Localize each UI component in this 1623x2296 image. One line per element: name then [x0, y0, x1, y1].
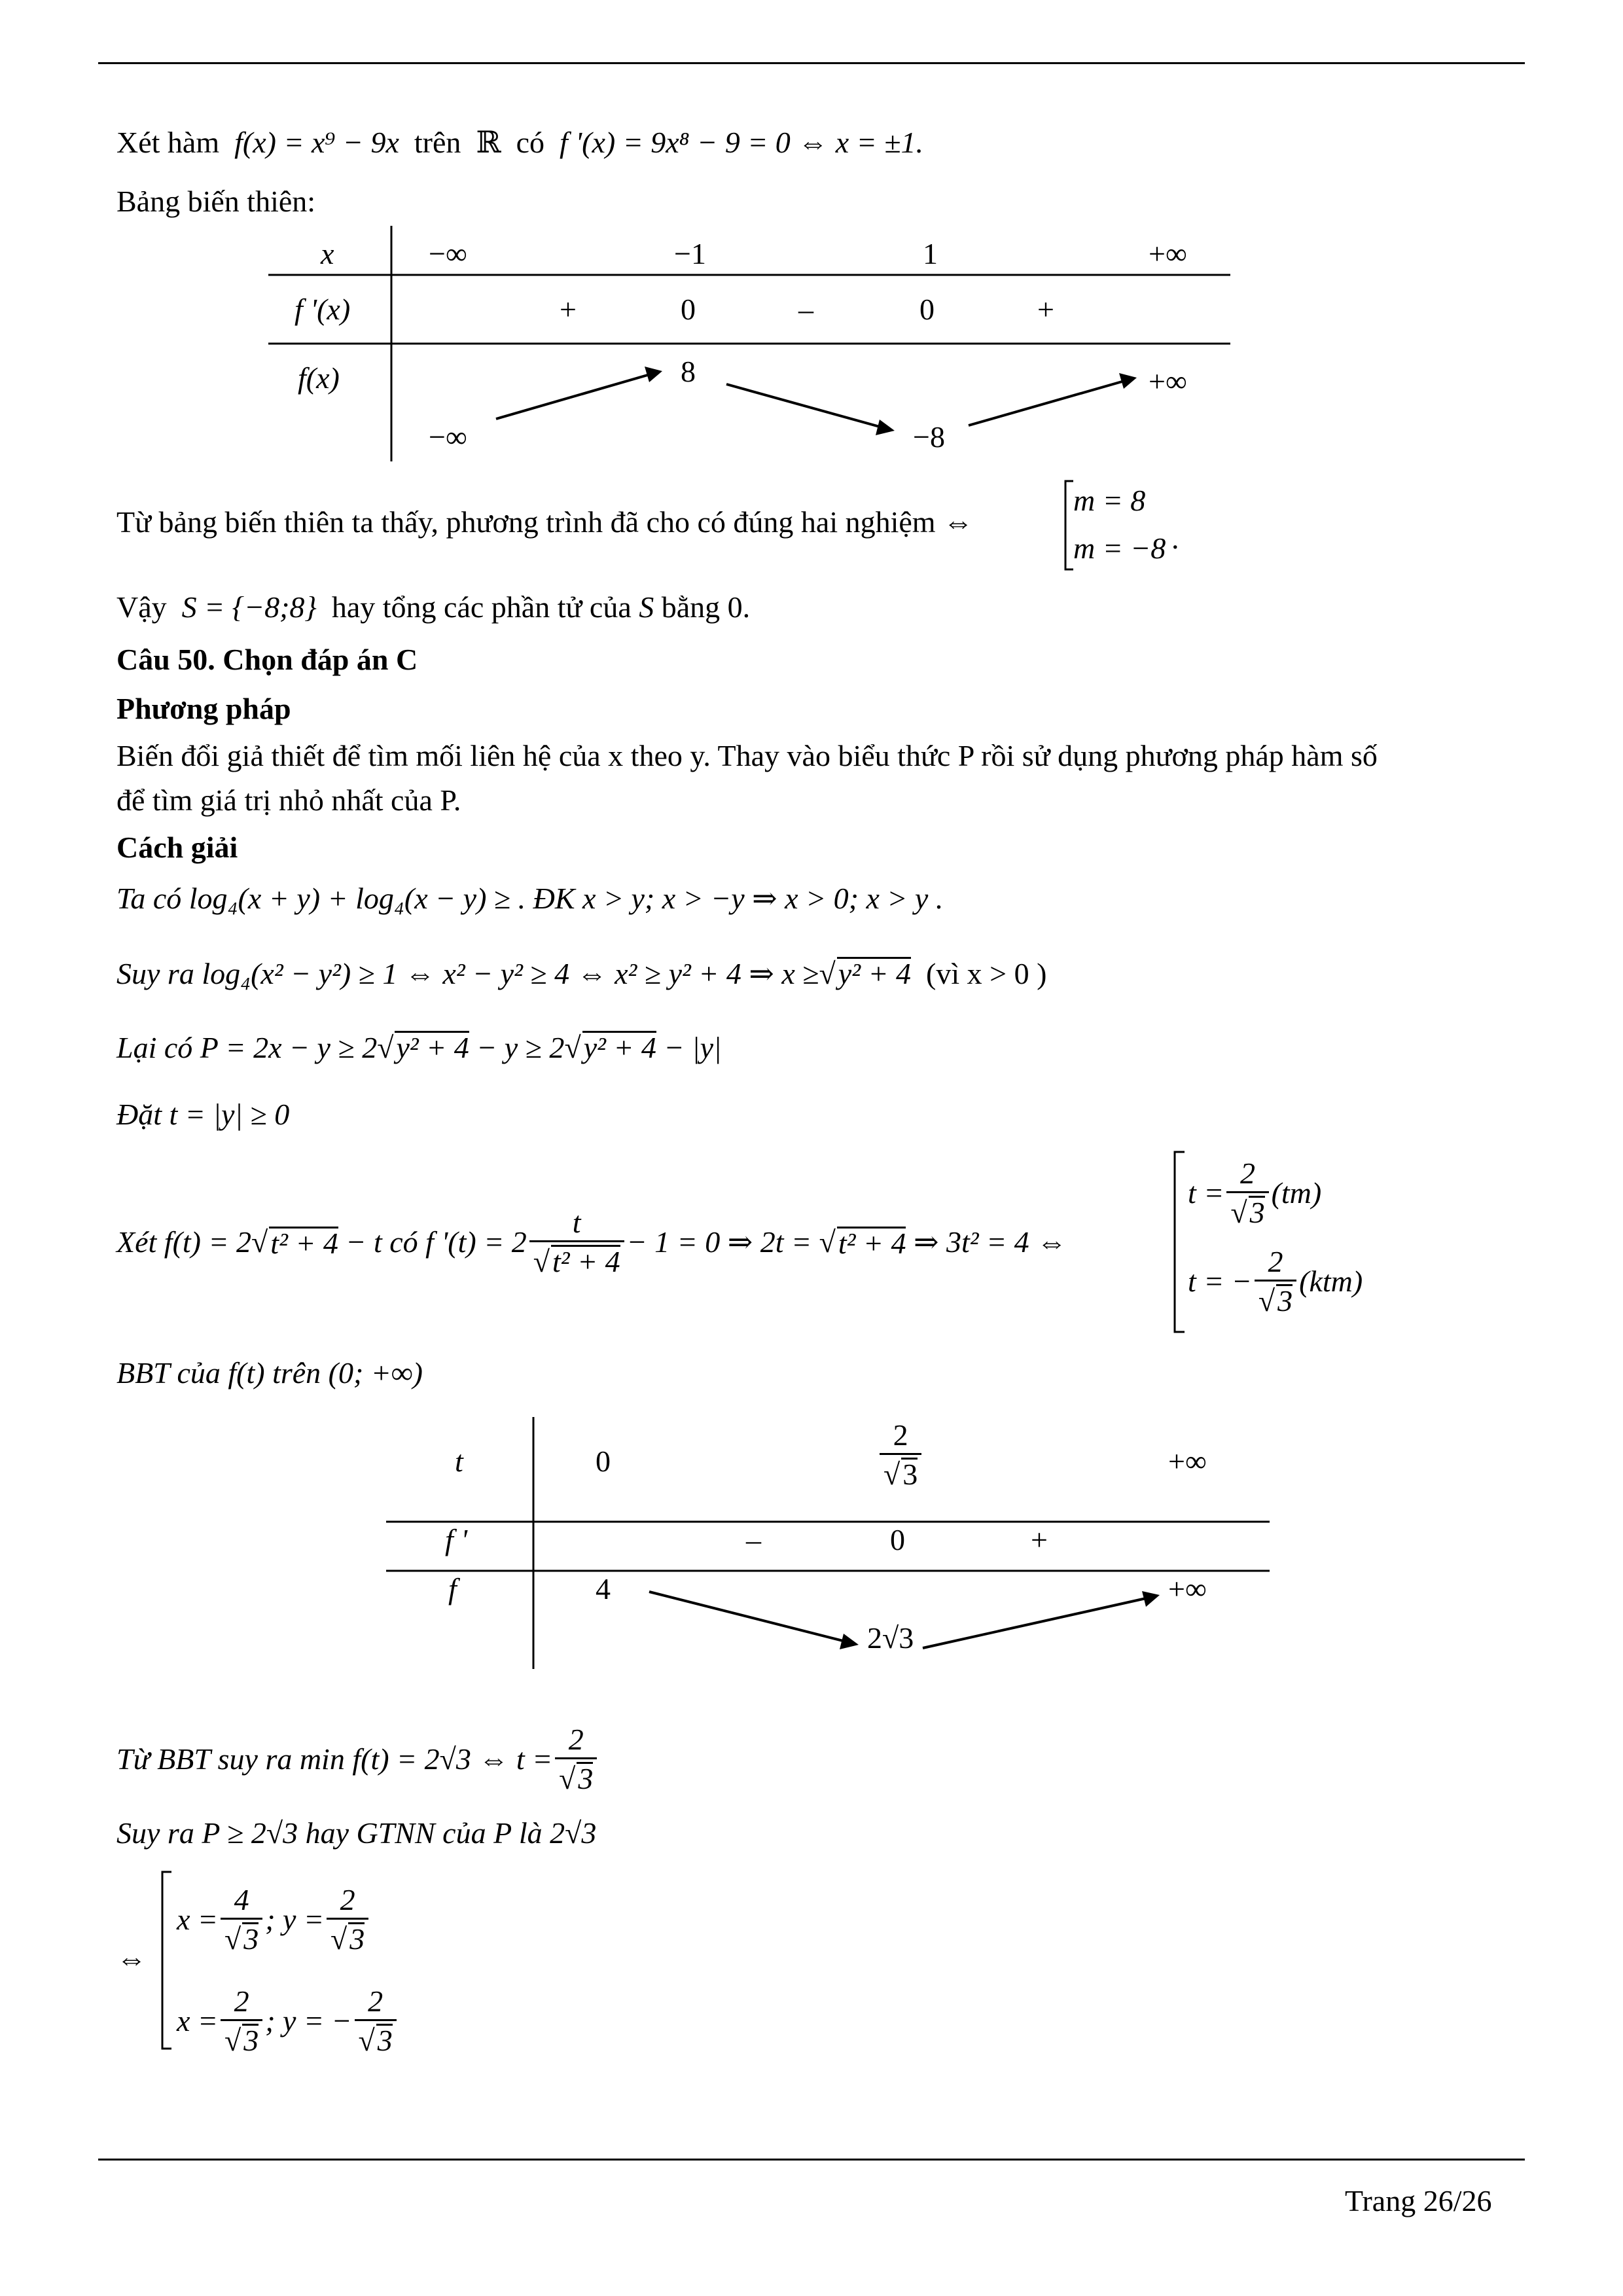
page-number: Trang 26/26 — [1345, 2184, 1492, 2217]
bbt1-label: Bảng biến thiên: — [116, 185, 316, 218]
t1-fp-0: + — [560, 293, 577, 326]
step-3: Lại có P = 2x − y ≥ 2√y² + 4 − y ≥ 2√y² + 4 − |y| — [116, 1031, 722, 1064]
t2-f-start: 4 — [596, 1572, 611, 1605]
final-line-1: Từ BBT suy ra min f(t) = 2√3 ⇔ t = $\frac{2}{√3}$ — [116, 1725, 599, 1794]
t1-x-2: 1 — [923, 237, 938, 270]
t2-t-end: +∞ — [1168, 1444, 1207, 1478]
final-equiv-arrow: ⇔ — [116, 1942, 147, 1975]
t2-f-head: f — [448, 1572, 457, 1605]
phuong-phap-text-2: để tìm giá trị nhỏ nhất của P. — [116, 783, 461, 817]
t1-x-1: −1 — [674, 237, 706, 270]
phuong-phap-title: Phương pháp — [116, 692, 291, 725]
t2-t-head: t — [455, 1444, 463, 1478]
t1-f-start: −∞ — [429, 420, 467, 454]
conclusion-1: Từ bảng biến thiên ta thấy, phương trình đã cho có đúng hai nghiệm ⇔ — [116, 505, 974, 539]
step-1: Ta có log₄(x + y) + log₄(x − y) ≥ . ĐK x > y; x > −y ⇒ x > 0; x > y . — [116, 882, 944, 915]
step-2: Suy ra log₄(x² − y²) ≥ 1 ⇔ x² − y² ≥ 4 ⇔ x² ≥ y² + 4 ⇒ x ≥√y² + 4 (vì x > 0 ) — [116, 957, 1047, 990]
t2-f-min: 2√3 — [867, 1621, 914, 1655]
vay-line: Vậy S = {−8;8} hay tổng các phần tử của S bằng 0. — [116, 590, 751, 624]
t2-f-end: +∞ — [1168, 1572, 1207, 1605]
t1-x-0: −∞ — [429, 237, 467, 270]
final-row-1: x = $\frac{4}{√3}$ ; y = $\frac{2}{√3}$ — [177, 1885, 371, 1954]
step-6: BBT của f(t) trên (0; +∞) — [116, 1356, 423, 1390]
t1-f-head: f(x) — [298, 361, 340, 395]
t1-fp-1: 0 — [681, 293, 696, 326]
case-m-8: m = 8 — [1073, 484, 1146, 517]
case-m-minus-8: m = −8 — [1073, 531, 1166, 565]
t2-fp-0: – — [746, 1523, 761, 1556]
cach-giai-title: Cách giải — [116, 831, 238, 864]
t1-fp-4: + — [1037, 293, 1054, 326]
t1-x-head: x — [321, 237, 334, 270]
step-5: Xét f(t) = 2 √ t² + 4 − t có f '(t) = 2 $\frac{t}{\text{√t² + 4}}$ − 1 = 0 ⇒ 2t = √ t² + 4 ⇒ 3t² = 4 ⇔ — [116, 1206, 1067, 1278]
t1-fp-head: f '(x) — [294, 293, 351, 326]
t1-x-3: +∞ — [1149, 237, 1187, 270]
t1-f-min: −8 — [913, 420, 945, 454]
t1-f-max: 8 — [681, 355, 696, 388]
t2-t-mid: $\frac{2}{√3}$ — [877, 1420, 924, 1490]
case-ktm: t = − $\frac{2}{√3}$ (ktm) — [1188, 1245, 1363, 1318]
case-tm: t = $\frac{2}{√3}$ (tm) — [1188, 1157, 1322, 1229]
t2-fp-2: + — [1031, 1523, 1048, 1556]
final-row-2: x = $\frac{2}{√3}$ ; y = − $\frac{2}{√3}$ — [177, 1986, 399, 2056]
step-5-fraction: $\frac{t}{\text{√t² + 4}}$ — [529, 1208, 624, 1277]
cau-50-title: Câu 50. Chọn đáp án C — [116, 643, 418, 676]
phuong-phap-text-1: Biến đổi giả thiết để tìm mối liên hệ của x theo y. Thay vào biểu thức P rồi sử dụng phương pháp hàm số — [116, 739, 1378, 772]
conclusion-dot: . — [1171, 522, 1179, 555]
t1-fp-2: – — [798, 293, 813, 326]
final-line-2: Suy ra P ≥ 2√3 hay GTNN của P là 2√3 — [116, 1816, 597, 1850]
t1-fp-3: 0 — [919, 293, 935, 326]
function-definition-line: Xét hàm f(x) = x⁹ − 9x trên ℝ có f '(x) = 9x⁸ − 9 = 0 ⇔ x = ±1. — [116, 126, 923, 159]
t1-f-end: +∞ — [1149, 365, 1187, 398]
t2-fp-1: 0 — [890, 1523, 905, 1556]
step-4: Đặt t = |y| ≥ 0 — [116, 1098, 290, 1131]
t2-t-start: 0 — [596, 1444, 611, 1478]
t2-fp-head: f ' — [445, 1523, 468, 1556]
